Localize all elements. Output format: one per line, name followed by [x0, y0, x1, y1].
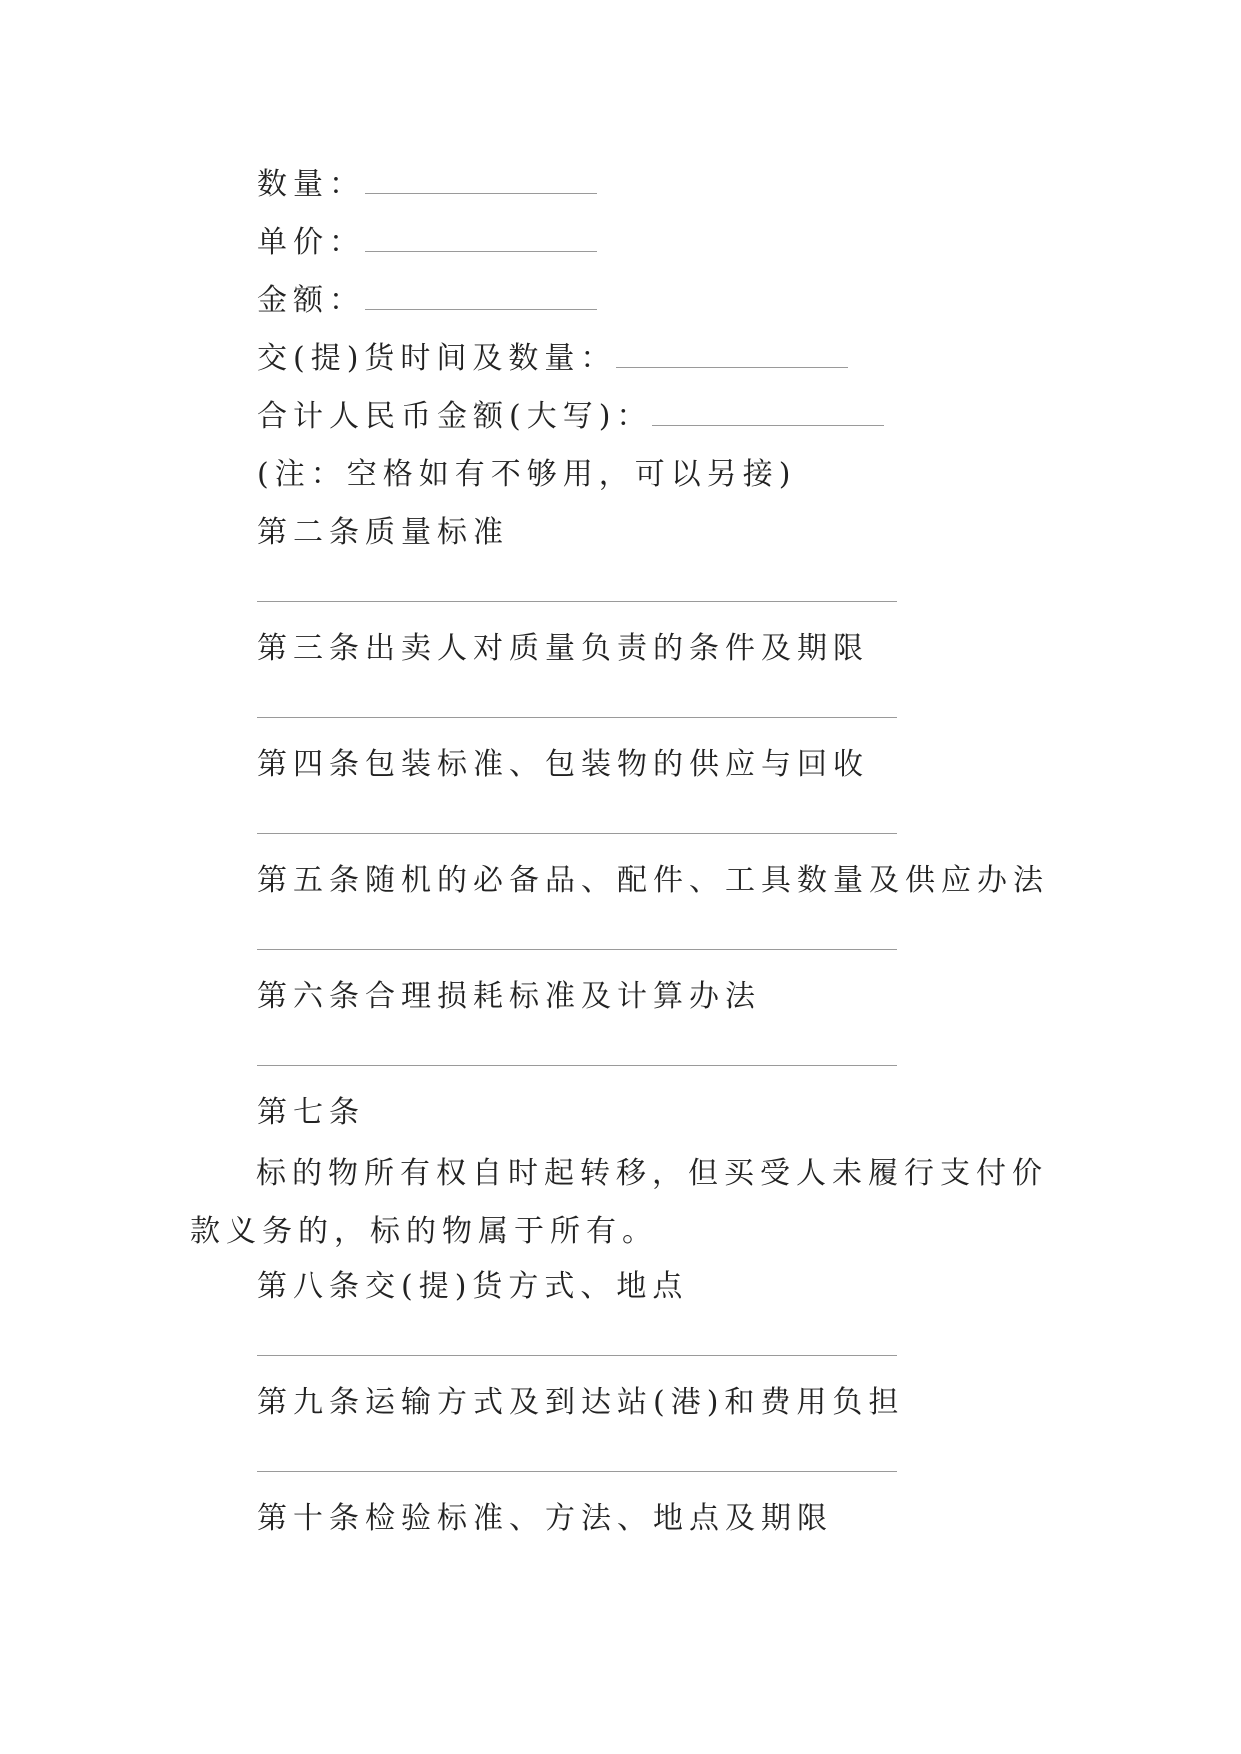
- amount-label: 金额：: [257, 283, 365, 318]
- article-10-heading: 第十条检验标准、方法、地点及期限: [257, 1501, 833, 1536]
- article-3-blank-line: [257, 717, 897, 718]
- total-rmb-label: 合计人民币金额(大写)：: [257, 399, 653, 434]
- article-4-heading: 第四条包装标准、包装物的供应与回收: [257, 747, 869, 782]
- delivery-time-label: 交(提)货时间及数量：: [257, 341, 617, 376]
- article-7-heading: 第七条: [257, 1095, 365, 1130]
- quantity-blank: [365, 169, 597, 194]
- quantity-row: [257, 165, 597, 205]
- article-3-heading: 第三条出卖人对质量负责的条件及期限: [257, 631, 869, 666]
- article-6-blank-line: [257, 1065, 897, 1066]
- total-rmb-blank: [652, 401, 884, 426]
- article-2-blank-line: [257, 601, 897, 602]
- article-6-heading: 第六条合理损耗标准及计算办法: [257, 979, 761, 1014]
- article-5-blank-line: [257, 949, 897, 950]
- unit-price-label: 单价：: [257, 225, 365, 260]
- delivery-time-blank: [616, 343, 848, 368]
- delivery-time-row: [257, 339, 848, 379]
- article-4-blank-line: [257, 833, 897, 834]
- amount-row: [257, 281, 597, 321]
- total-rmb-row: [257, 397, 884, 437]
- article-2-heading: 第二条质量标准: [257, 515, 509, 550]
- note-text: (注：空格如有不够用，可以另接): [257, 457, 797, 492]
- article-7-body: 标的物所有权自时起转移，但买受人未履行支付价款义务的，标的物属于所有。: [190, 1156, 1048, 1249]
- quantity-label: 数量：: [257, 167, 365, 202]
- article-9-heading: 第九条运输方式及到达站(港)和费用负担: [257, 1385, 905, 1420]
- amount-blank: [365, 285, 597, 310]
- unit-price-row: [257, 223, 597, 263]
- article-9-blank-line: [257, 1471, 897, 1472]
- article-5-heading: 第五条随机的必备品、配件、工具数量及供应办法: [257, 863, 1049, 898]
- unit-price-blank: [365, 227, 597, 252]
- article-8-heading: 第八条交(提)货方式、地点: [257, 1269, 689, 1304]
- article-8-blank-line: [257, 1355, 897, 1356]
